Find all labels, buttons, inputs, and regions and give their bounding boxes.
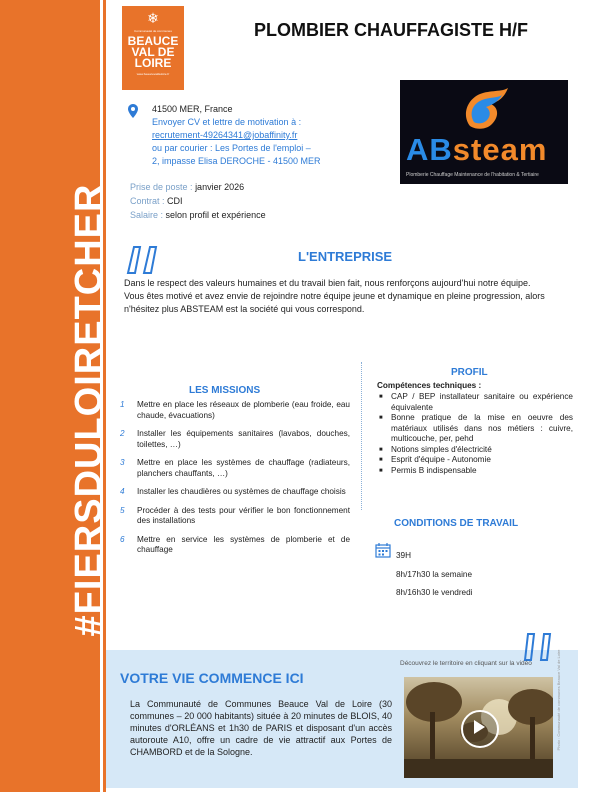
skill-item: ■ Esprit d'équipe - Autonomie <box>377 455 573 466</box>
start-row: Prise de poste : janvier 2026 <box>130 182 245 192</box>
absteam-logo <box>400 80 568 184</box>
skills-label: Compétences techniques : <box>377 381 482 390</box>
play-icon <box>461 710 495 744</box>
mission-number: 3 <box>120 458 125 467</box>
salary-label: Salaire <box>130 210 159 220</box>
contract-value: CDI <box>167 196 183 206</box>
profil-title: PROFIL <box>451 367 488 378</box>
job-title: PLOMBIER CHAUFFAGISTE H/F <box>254 20 528 40</box>
skill-item: ■ Notions simples d'électricité <box>377 445 573 456</box>
mission-item <box>118 400 350 421</box>
mission-number: 4 <box>120 487 125 496</box>
photo-credit: Photo : Communauté de communes Beauce Val de Loire <box>556 649 561 751</box>
mission-text: Installer les équipements sanitaires (lavabos, douches, toilettes, …) <box>137 429 350 449</box>
entreprise-paragraph-1: Dans le respect des valeurs humaines et du travail bien fait, nous renforçons aujourd'hui notre équipe. <box>124 278 531 288</box>
contract-label: Contrat <box>130 196 160 206</box>
bird-icon: ❄ <box>147 10 159 26</box>
territory-text: La Communauté de Communes Beauce Val de Loire (30 communes – 20 000 habitants) située à 20 minutes de BLOIS, 40 minutes d'ORLÉANS et 1h30 de PARIS et disposant d'un accès autoroute A10, offre un cadre de vie attractif aux Portes de CHAMBORD et de la Sologne. <box>130 699 392 757</box>
skill-item: ■ Bonne pratique de la mise en oeuvre des matériaux utilisés dans nos métiers : cuivre, multicouche, per, pehd <box>377 413 573 445</box>
location-block <box>130 103 321 168</box>
vertical-hashtag: #FIERSDULOIRETCHER <box>68 183 110 637</box>
logo-line-1: BEAUCE <box>127 34 179 48</box>
territory-title: VOTRE VIE COMMENCE ICI <box>120 670 304 686</box>
apply-intro: Envoyer CV et lettre de motivation à : <box>152 117 302 127</box>
column-divider <box>361 362 363 510</box>
weekly-hours: 39H <box>396 551 412 560</box>
mission-text: Mettre en place les systèmes de chauffage (radiateurs, planchers chauffants, …) <box>137 458 350 478</box>
mission-item <box>118 506 350 527</box>
logo-line-3: LOIRE <box>134 56 172 70</box>
brand-steam: steam <box>452 132 548 167</box>
open-quote-icon <box>124 243 162 275</box>
play-button[interactable] <box>461 710 499 748</box>
video-thumbnail[interactable] <box>404 677 553 778</box>
mission-text: Installer les chaudières ou systèmes de chauffage choisis <box>137 487 346 496</box>
entreprise-paragraph-2: Vous êtes motivé et avez envie de rejoindre notre équipe jeune et dynamique en pleine progression, alors n'hésitez plus ABSTEAM est la société qui vous correspond. <box>124 291 545 314</box>
brand-ab: AB <box>406 132 453 167</box>
missions-list <box>118 400 350 564</box>
mission-text: Mettre en service les systèmes de plomberie et de chauffage <box>137 534 350 554</box>
salary-value: selon profil et expérience <box>165 210 266 220</box>
mission-item <box>118 487 350 498</box>
mission-item <box>118 458 350 479</box>
salary-row: Salaire : selon profil et expérience <box>130 210 266 220</box>
mission-number: 2 <box>120 429 125 438</box>
missions-title: LES MISSIONS <box>189 385 261 396</box>
conditions-title: CONDITIONS DE TRAVAIL <box>394 518 519 529</box>
calendar-icon <box>375 542 391 558</box>
skill-item: ■ CAP / BEP installateur sanitaire ou expérience équivalente <box>377 392 573 413</box>
mission-number: 6 <box>120 534 125 544</box>
mission-item <box>118 535 350 556</box>
logo-small-line: Communauté de communes <box>134 29 172 33</box>
logo-url: www.beaucevaldeloire.fr <box>136 72 170 76</box>
absteam-tagline: Plomberie Chauffage Maintenance de l'habitation & Tertiaire <box>406 172 539 178</box>
mission-number: 1 <box>120 400 125 409</box>
video-caption: Découvrez le territoire en cliquant sur la vidéo <box>400 660 532 667</box>
location-pin-icon <box>128 104 138 118</box>
logo-text <box>122 36 184 69</box>
entreprise-text <box>124 277 572 316</box>
job-meta <box>130 180 266 222</box>
email-link[interactable]: recrutement-49264341@jobaffinity.fr <box>152 130 298 140</box>
contract-row: Contrat : CDI <box>130 196 183 206</box>
mission-item <box>118 429 350 450</box>
flame-icon <box>460 86 512 130</box>
mission-number: 5 <box>120 505 125 515</box>
mission-text: Mettre en place les réseaux de plomberie (eau froide, eau chaude, évacuations) <box>137 400 350 420</box>
schedule-friday: 8h/16h30 le vendredi <box>396 588 473 597</box>
postal-intro: ou par courier : Les Portes de l'emploi – <box>152 143 311 153</box>
logo-line-2: VAL DE <box>131 45 175 59</box>
postal-address: 2, impasse Elisa DEROCHE - 41500 MER <box>152 156 321 166</box>
city: 41500 MER, France <box>152 104 233 114</box>
absteam-wordmark <box>406 132 547 168</box>
start-label: Prise de poste <box>130 182 188 192</box>
entreprise-title: L'ENTREPRISE <box>298 249 393 264</box>
start-value: janvier 2026 <box>195 182 245 192</box>
schedule-week: 8h/17h30 la semaine <box>396 570 473 579</box>
skills-list <box>377 392 573 476</box>
beauce-val-de-loire-logo <box>122 6 184 90</box>
skill-item: ■ Permis B indispensable <box>377 466 573 477</box>
mission-text: Procéder à des tests pour vérifier le bon fonctionnement des installations <box>137 505 350 525</box>
